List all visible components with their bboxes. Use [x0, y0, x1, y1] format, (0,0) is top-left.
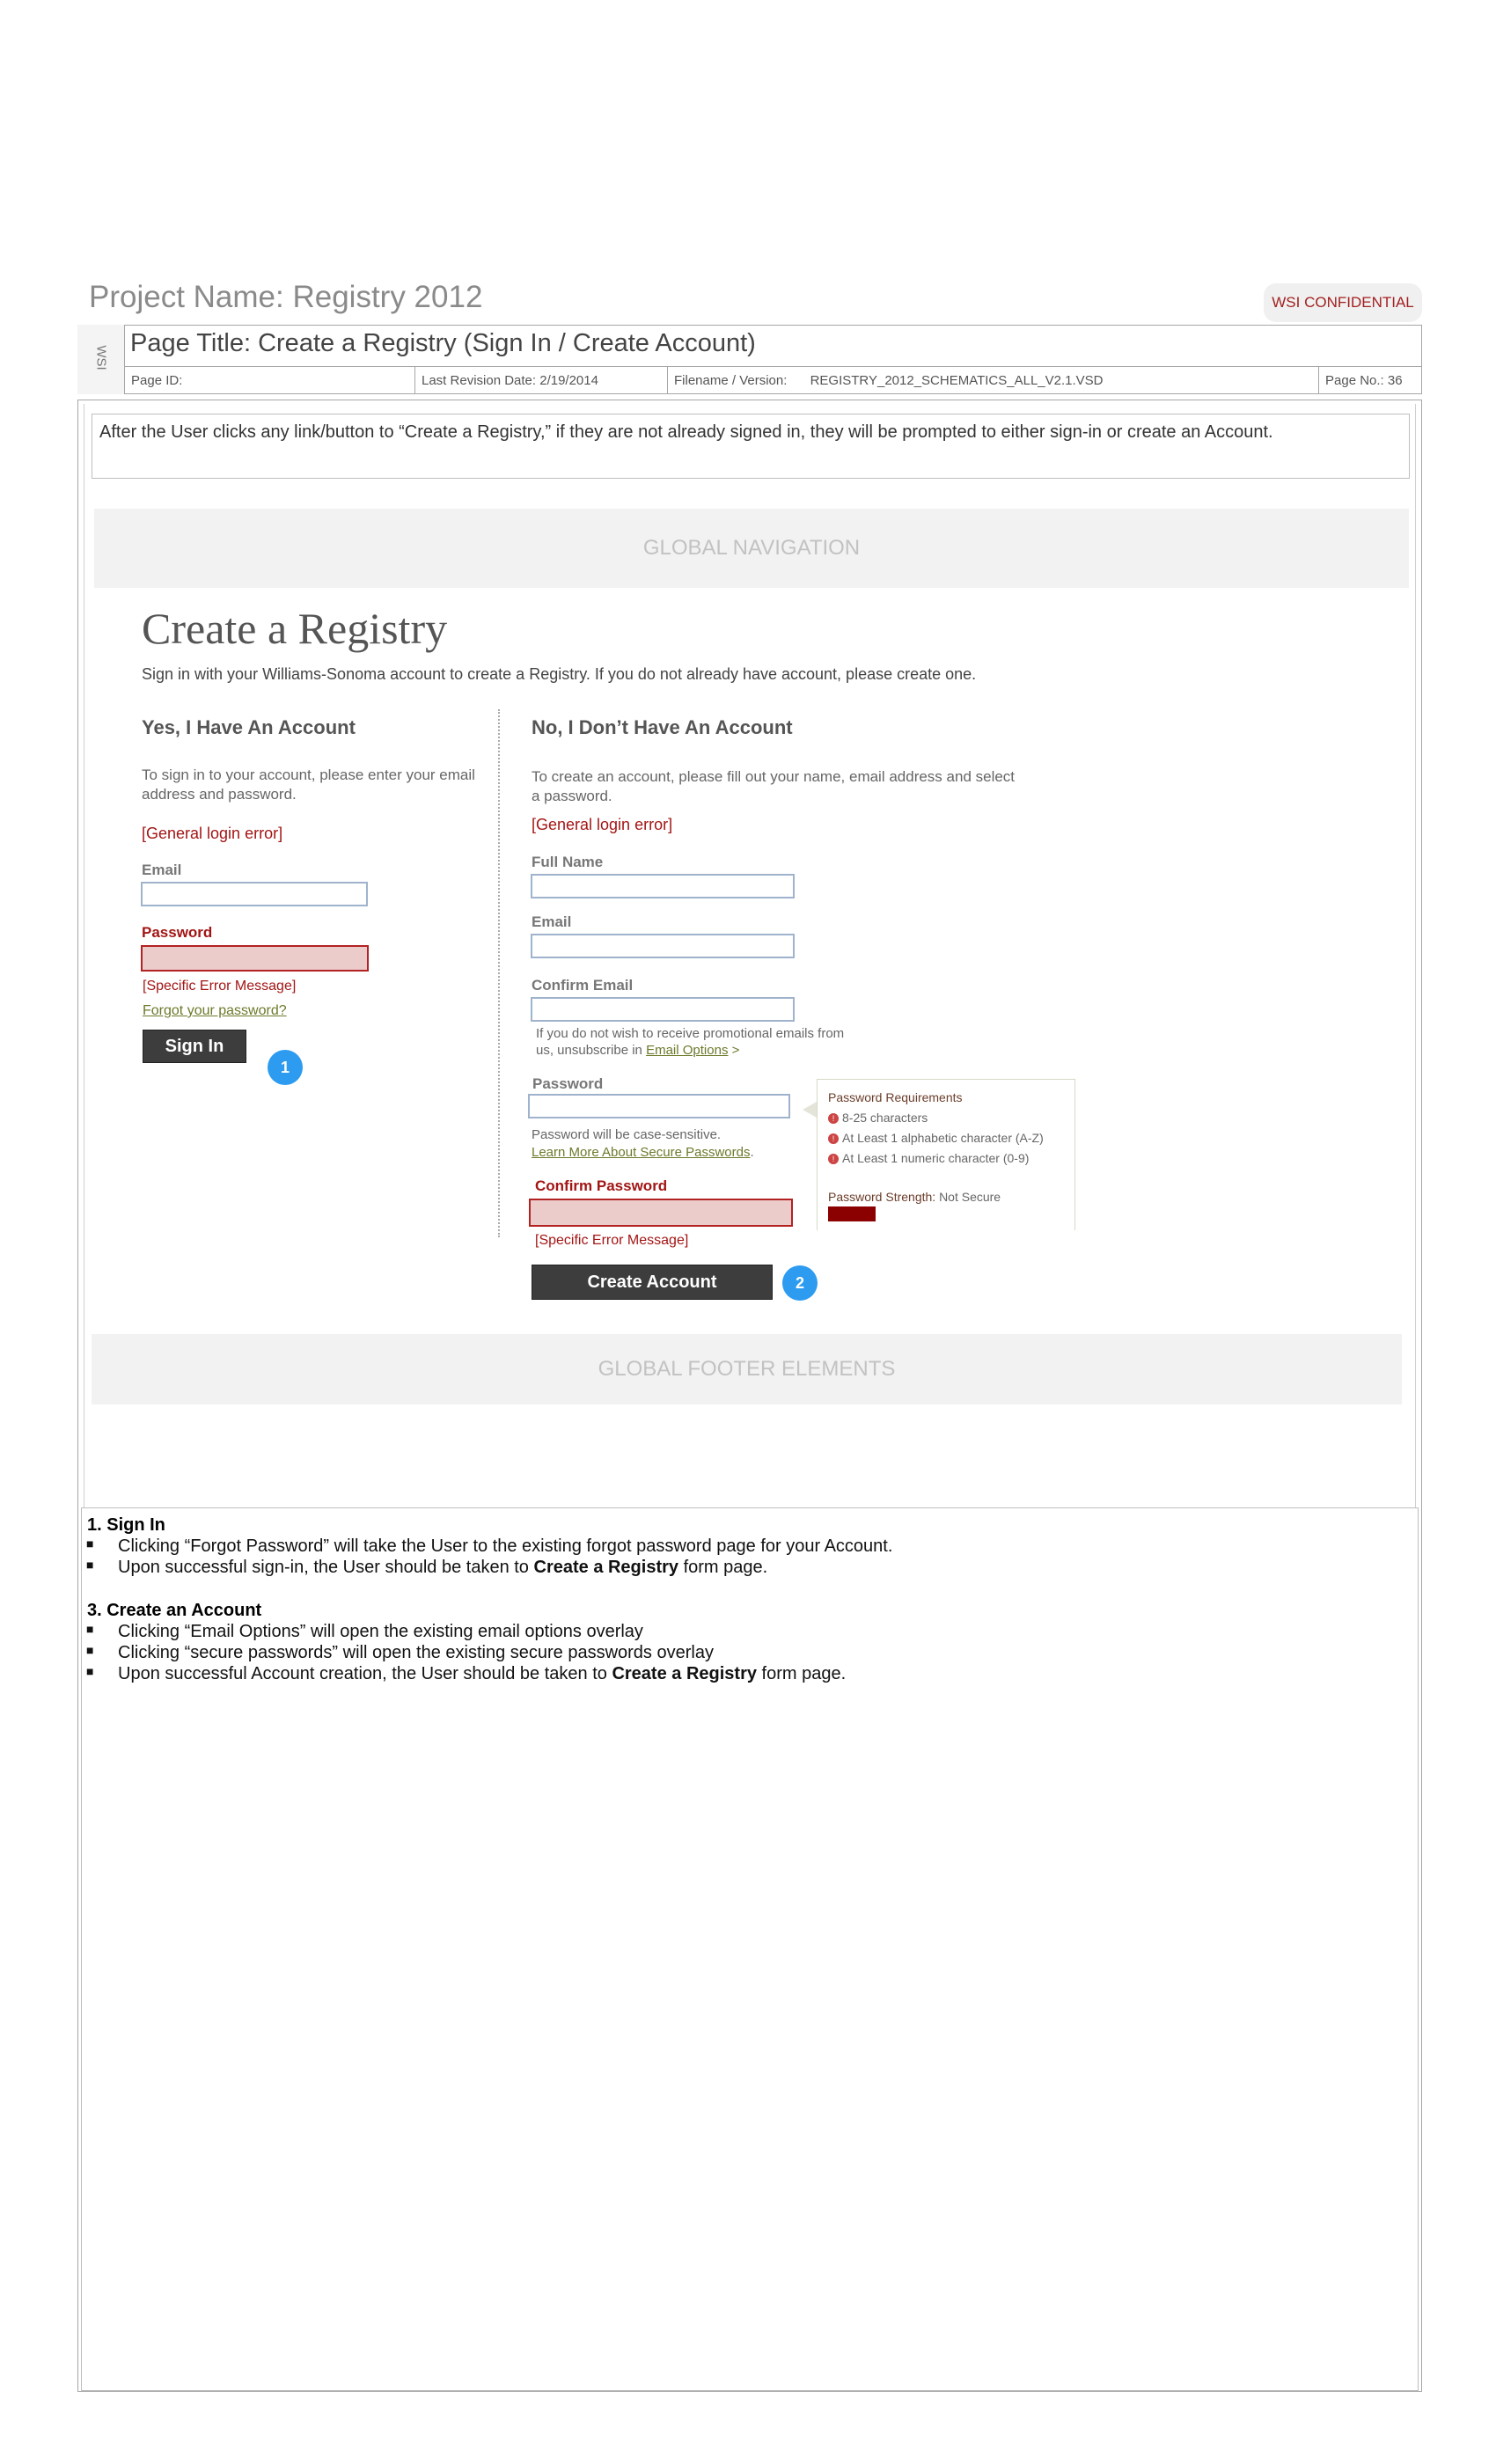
email-options-link[interactable]: Email Options	[646, 1043, 729, 1058]
alert-icon: !	[828, 1154, 839, 1164]
promo-text: If you do not wish to receive promotional emails from us, unsubscribe in	[536, 1026, 845, 1058]
confirm-password-label: Confirm Password	[535, 1177, 668, 1194]
email-options-arrow: >	[728, 1043, 740, 1058]
annotation-badge-2: 2	[782, 1265, 818, 1301]
signin-specific-error: [Specific Error Message]	[143, 979, 297, 994]
create-specific-error: [Specific Error Message]	[535, 1233, 689, 1248]
page-subheading: Sign in with your Williams-Sonoma account to create a Registry. If you do not already have account, please create one.	[142, 665, 977, 683]
signin-password-label: Password	[142, 924, 213, 941]
note-item: ■ Clicking “Forgot Password” will take the User to the existing forgot password page for your Account.	[86, 1536, 893, 1556]
password-requirements-panel	[817, 1079, 1075, 1230]
page-title: Page Title: Create a Registry (Sign In / Create Account)	[130, 329, 756, 357]
create-password-label: Password	[532, 1075, 604, 1092]
signin-help: To sign in to your account, please enter your email address and password.	[142, 766, 475, 803]
strength-value: Not Secure	[939, 1190, 1001, 1204]
requirement-item: ! 8-25 characters	[828, 1111, 928, 1125]
note-create-title: 3. Create an Account	[87, 1601, 262, 1620]
create-password-input[interactable]	[528, 1094, 790, 1118]
note-bold: Create a Registry	[612, 1664, 757, 1683]
column-divider	[498, 709, 500, 1237]
page-heading: Create a Registry	[142, 604, 448, 653]
requirement-item: ! At Least 1 numeric character (0-9)	[828, 1151, 1029, 1165]
confidential-badge: WSI CONFIDENTIAL	[1264, 283, 1422, 322]
project-name: Project Name: Registry 2012	[89, 280, 483, 314]
create-email-input[interactable]	[531, 934, 795, 958]
confirm-email-input[interactable]	[531, 997, 795, 1022]
confirm-email-label: Confirm Email	[532, 977, 634, 994]
signin-email-input[interactable]	[141, 882, 368, 906]
note-item: ■ Clicking “Email Options” will open the existing email options overlay	[86, 1622, 643, 1641]
create-general-error: [General login error]	[532, 816, 673, 833]
note-item: ■ Upon successful sign-in, the User should be taken to Create a Registry form page.	[86, 1558, 768, 1577]
secure-passwords-link[interactable]: Learn More About Secure Passwords	[532, 1145, 751, 1160]
signin-general-error: [General login error]	[142, 825, 283, 842]
global-navigation[interactable]: GLOBAL NAVIGATION	[94, 509, 1409, 588]
fullname-label: Full Name	[532, 854, 604, 870]
create-account-button[interactable]: Create Account	[532, 1265, 773, 1300]
annotation-badge-1: 1	[268, 1050, 303, 1085]
strength-meter	[828, 1206, 876, 1221]
page-id: Page ID:	[125, 367, 415, 394]
create-title: No, I Don’t Have An Account	[532, 716, 793, 738]
meta-row	[125, 366, 1422, 394]
filename-value: REGISTRY_2012_SCHEMATICS_ALL_V2.1.VSD	[810, 373, 1104, 388]
forgot-password-link[interactable]: Forgot your password?	[143, 1003, 287, 1018]
intro-note: After the User clicks any link/button to “Create a Registry,” if they are not already signed in, they will be prompted to either sign-in or create an Account.	[92, 414, 1410, 479]
password-strength	[828, 1190, 1001, 1204]
requirements-pointer	[803, 1102, 817, 1118]
page-number: Page No.: 36	[1325, 373, 1403, 388]
confirm-password-input[interactable]	[529, 1199, 793, 1227]
global-footer: GLOBAL FOOTER ELEMENTS	[92, 1334, 1402, 1404]
secure-period: .	[750, 1145, 754, 1160]
alert-icon: !	[828, 1113, 839, 1124]
secure-passwords-note	[532, 1144, 754, 1162]
signin-password-input[interactable]	[141, 945, 369, 972]
strength-label: Password Strength:	[828, 1190, 936, 1204]
note-bold: Create a Registry	[533, 1558, 679, 1577]
note-item: ■ Clicking “secure passwords” will open the existing secure passwords overlay	[86, 1643, 714, 1662]
filename	[668, 367, 1319, 394]
signin-email-label: Email	[142, 862, 182, 878]
note-item: ■ Upon successful Account creation, the User should be taken to Create a Registry form page.	[86, 1664, 847, 1683]
sign-in-button[interactable]: Sign In	[143, 1030, 246, 1063]
promo-note	[536, 1025, 853, 1059]
requirements-title: Password Requirements	[828, 1090, 963, 1104]
signin-title: Yes, I Have An Account	[142, 716, 356, 738]
wsi-label: WSI	[93, 345, 109, 370]
create-email-label: Email	[532, 913, 572, 930]
note-signin-title: 1. Sign In	[87, 1515, 165, 1535]
alert-icon: !	[828, 1133, 839, 1144]
requirement-item: ! At Least 1 alphabetic character (A-Z)	[828, 1131, 1044, 1145]
fullname-input[interactable]	[531, 874, 795, 898]
revision-date: Last Revision Date: 2/19/2014	[415, 367, 668, 394]
filename-label: Filename / Version:	[674, 373, 788, 388]
create-help: To create an account, please fill out your name, email address and select a password.	[532, 768, 1016, 804]
case-note: Password will be case-sensitive.	[532, 1127, 722, 1142]
